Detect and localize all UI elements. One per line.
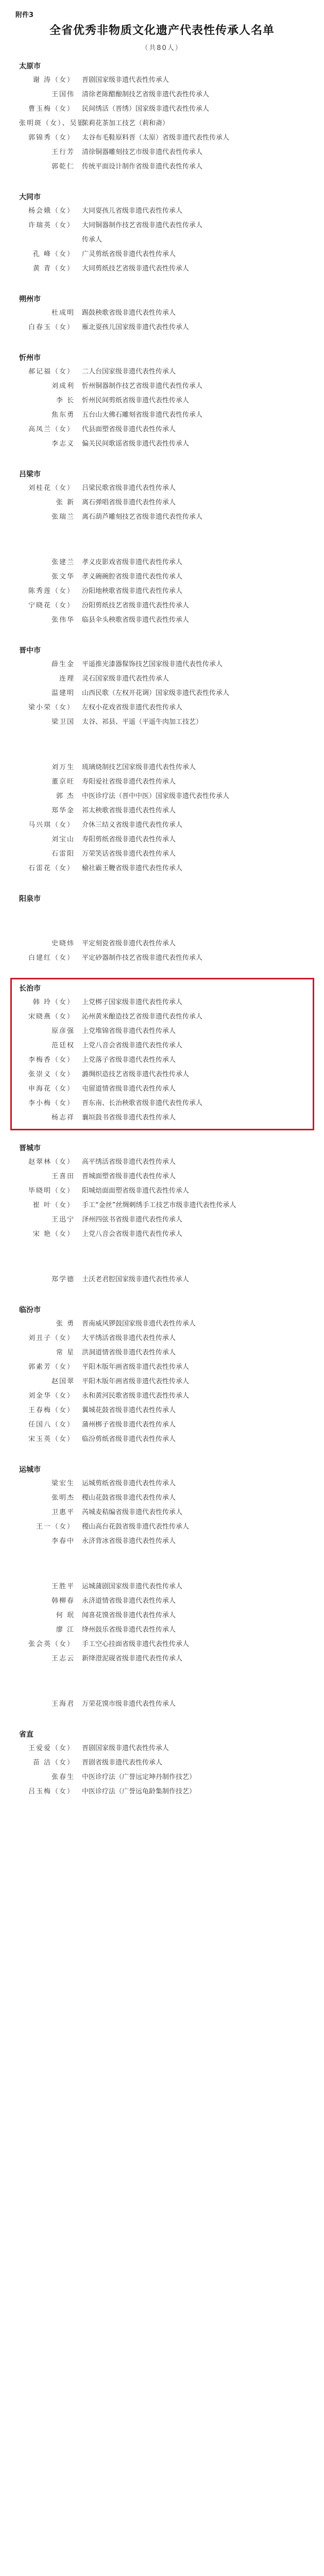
inheritor-name: 申海花（女） (28, 1085, 75, 1093)
inheritor-description: 榆社霸王鞭省级非遗代表性传承人 (82, 865, 183, 872)
inheritor-description: 上党八音会省级非遗代表性传承人 (82, 1042, 183, 1049)
list-item (19, 789, 308, 804)
attachment-label: 附件3 (15, 11, 34, 19)
inheritor-name: 张明斑（女）、吴银 (19, 120, 86, 127)
inheritor-name: 郭锦秀（女） (28, 134, 75, 142)
list-item (19, 1534, 308, 1549)
list-item (19, 218, 308, 233)
list-item (19, 570, 308, 584)
inheritor-description: 传承人 (82, 236, 103, 244)
inheritor-description: 平遥推光漆器髹饰技艺国家级非遗代表性传承人 (82, 660, 223, 668)
inheritor-name: 韩 玲（女） (32, 998, 75, 1006)
list-item (19, 760, 308, 775)
inheritor-description: 二人台国家级非遗代表性传承人 (82, 368, 176, 376)
list-item (19, 555, 308, 570)
list-item (19, 613, 308, 628)
inheritor-name: 王胜平 (51, 1583, 75, 1590)
list-item (19, 247, 308, 262)
inheritor-description: 民间绣活（晋绣）国家级非遗代表性传承人 (82, 105, 210, 113)
inheritor-name: 梁卫国 (51, 718, 75, 726)
inheritor-name: 苗 洁（女） (32, 1759, 75, 1767)
section-heading: 忻州市 (19, 354, 41, 362)
list-item (19, 73, 308, 88)
inheritor-name: 薛生金 (51, 660, 75, 668)
document-count: （共80人） (141, 44, 183, 52)
inheritor-description: 广灵剪纸省级非遗代表性传承人 (82, 250, 176, 258)
inheritor-name: 王志云 (51, 1655, 75, 1663)
inheritor-description: 临县伞头秧歌省级非遗代表性传承人 (82, 616, 190, 624)
inheritor-name: 郭素芳（女） (28, 1363, 75, 1371)
list-item (19, 1491, 308, 1505)
list-item (19, 1331, 308, 1346)
inheritor-name: 范廷权 (51, 1042, 75, 1049)
inheritor-description: 蒲州梆子省级非遗代表性传承人 (82, 1421, 176, 1429)
inheritor-description: 稷山花鼓省级非遗代表性传承人 (82, 1494, 176, 1502)
inheritor-description: 平阳木版年画省级非遗代表性传承人 (82, 1378, 190, 1385)
inheritor-name: 宋玉英（女） (28, 1435, 75, 1443)
list-item (19, 672, 308, 686)
section-heading: 临汾市 (19, 1306, 41, 1314)
section-heading: 晋中市 (19, 647, 41, 655)
inheritor-description: 屯留道情省级非遗代表性传承人 (82, 1085, 176, 1093)
inheritor-name: 焦东勇 (51, 411, 75, 419)
inheritor-name: 白建红（女） (28, 954, 75, 962)
list-item (19, 394, 308, 408)
inheritor-description: 运城剪纸省级非遗代表性传承人 (82, 1480, 176, 1487)
inheritor-description: 新绛澄泥砚省级非遗代表性传承人 (82, 1655, 183, 1663)
list-item (19, 1317, 308, 1331)
list-item (19, 1403, 308, 1418)
list-item (19, 1184, 308, 1198)
inheritor-name: 王国伟 (51, 91, 75, 98)
inheritor-name: 郑华金 (51, 807, 75, 815)
inheritor-name: 李春中 (51, 1537, 75, 1545)
inheritor-name: 郝记福（女） (28, 368, 75, 376)
list-item (19, 233, 308, 247)
inheritor-description: 清徐铜器雕刻技艺市级非遗代表性传承人 (82, 148, 203, 156)
list-item (19, 730, 308, 744)
section-heading: 太原市 (19, 62, 41, 71)
list-item (19, 1756, 308, 1770)
inheritor-name: 许瑞英（女） (28, 222, 75, 229)
inheritor-description: 临汾剪纸省级非遗代表性传承人 (82, 1435, 176, 1443)
list-item (19, 262, 308, 276)
inheritor-description: 琉璃烧制技艺国家级非遗代表性传承人 (82, 764, 196, 771)
inheritor-description: 代县面塑省级非遗代表性传承人 (82, 426, 176, 433)
inheritor-name: 史晓炜 (51, 940, 75, 947)
inheritor-description: 沁州黄米酿造技艺省级非遗代表性传承人 (82, 1013, 203, 1021)
inheritor-name: 杨志祥 (51, 1114, 75, 1122)
list-item (19, 818, 308, 833)
inheritor-description: 泽州四弦书省级非遗代表性传承人 (82, 1216, 183, 1224)
list-item (19, 937, 308, 951)
inheritor-description: 传统平面设计制作省级非遗代表性传承人 (82, 163, 203, 171)
inheritor-name: 崔 叶（女） (32, 1201, 75, 1209)
list-item (19, 320, 308, 335)
inheritor-name: 孔 峰（女） (32, 250, 75, 258)
inheritor-description: 晋剧国家级非遗代表性传承人 (82, 76, 169, 84)
list-item (19, 422, 308, 437)
inheritor-description: 高平绣活省级非遗代表性传承人 (82, 1158, 176, 1166)
inheritor-description: 大同铜器制作技艺省级非遗代表性传承人 (82, 222, 203, 229)
inheritor-description: 孝义皮影戏省级非遗代表性传承人 (82, 558, 183, 566)
list-item (19, 1594, 308, 1608)
inheritor-name: 谢 涛（女） (32, 76, 75, 84)
inheritor-name: 张 勇 (56, 1320, 75, 1328)
inheritor-description: 踢鼓秧歌省级非遗代表性传承人 (82, 309, 176, 317)
inheritor-description: 雁北耍孩儿国家级非遗代表性传承人 (82, 324, 190, 331)
list-item (19, 1227, 308, 1242)
inheritor-name: 白春玉（女） (28, 324, 75, 331)
inheritor-name: 张会英（女） (28, 1640, 75, 1648)
list-item (19, 833, 308, 847)
inheritor-name: 王爱爱（女） (28, 1744, 75, 1752)
inheritor-description: 山西民歌（左权开花调）国家级非遗代表性传承人 (82, 689, 230, 697)
list-item (19, 524, 308, 539)
inheritor-description: 潞绸织造技艺省级非遗代表性传承人 (82, 1071, 190, 1078)
inheritor-description: 介休三结义省级非遗代表性传承人 (82, 821, 183, 829)
list-item (19, 1505, 308, 1520)
inheritor-name: 赵国翠 (51, 1378, 75, 1385)
inheritor-description: 汾阳剪纸技艺省级非遗代表性传承人 (82, 602, 190, 609)
inheritor-description: 祁太秧歌省级非遗代表性传承人 (82, 807, 176, 815)
list-item (19, 204, 308, 218)
section-heading: 阳泉市 (19, 895, 41, 903)
inheritor-name: 刘丑子（女） (28, 1334, 75, 1342)
inheritor-name: 连理 (59, 675, 75, 683)
inheritor-name: 刘万生 (51, 764, 75, 771)
inheritor-name: 董京旺 (51, 778, 75, 786)
inheritor-description: 中医诊疗法（广誉远定坤丹制作技艺） (82, 1773, 196, 1781)
inheritor-description: 左权小花戏省级非遗代表性传承人 (82, 704, 183, 711)
inheritor-description: 阳城焙面面塑省级非遗代表性传承人 (82, 1187, 190, 1195)
list-item (19, 481, 308, 496)
inheritor-name: 张伟华 (51, 616, 75, 624)
inheritor-name: 郑学德 (51, 1276, 75, 1283)
inheritor-name: 刘宝山 (51, 836, 75, 843)
inheritor-name: 廖 江 (56, 1626, 75, 1634)
inheritor-name: 毕晓明（女） (28, 1187, 75, 1195)
inheritor-description: 晋城面塑省级非遗代表性传承人 (82, 1173, 176, 1180)
list-item (19, 861, 308, 876)
list-item (19, 1637, 308, 1652)
inheritor-name: 原彦强 (51, 1027, 75, 1035)
inheritor-description: 上党八音会省级非遗代表性传承人 (82, 1230, 183, 1238)
list-item (19, 686, 308, 701)
list-item (19, 160, 308, 174)
inheritor-name: 曹玉梅（女） (28, 105, 75, 113)
list-item (19, 1375, 308, 1389)
list-item (19, 1520, 308, 1534)
list-item (19, 496, 308, 510)
list-item (19, 1198, 308, 1213)
section-heading: 朔州市 (19, 295, 41, 303)
inheritor-description: 汾阳地秧歌省级非遗代表性传承人 (82, 587, 183, 595)
inheritor-description: 离石葫芦雕刻技艺省级非遗代表性传承人 (82, 513, 203, 521)
list-item (19, 306, 308, 320)
inheritor-description: 晋剧国家级非遗代表性传承人 (82, 1744, 169, 1752)
inheritor-name: 王行芳 (51, 148, 75, 156)
inheritor-name: 何 珉 (56, 1612, 75, 1619)
inheritor-description: 孝义碗碗腔省级非遗代表性传承人 (82, 573, 183, 581)
inheritor-description: 清徐老陈醋酿制技艺省级非遗代表性传承人 (82, 91, 210, 98)
inheritor-description: 手工“金丝”丝绸刺绣手工技艺市级非遗代表性传承人 (82, 1201, 236, 1209)
section-heading: 运城市 (19, 1466, 41, 1474)
inheritor-description: 土沃老君腔国家级非遗代表性传承人 (82, 1276, 190, 1283)
list-item (19, 1697, 308, 1711)
inheritor-description: 离石弹唱省级非遗代表性传承人 (82, 499, 176, 506)
inheritor-name: 石雷阳 (51, 850, 75, 858)
inheritor-description: 大同剪纸技艺省级非遗代表性传承人 (82, 265, 190, 273)
list-item (19, 1346, 308, 1360)
inheritor-description: 闻喜花馍省级非遗代表性传承人 (82, 1612, 176, 1619)
inheritor-name: 赵翠林（女） (28, 1158, 75, 1166)
section-heading: 晋城市 (19, 1144, 41, 1153)
inheritor-description: 永和黄河民歌省级非遗代表性传承人 (82, 1392, 190, 1400)
inheritor-name: 王迅宁 (51, 1216, 75, 1224)
list-item (19, 1623, 308, 1637)
inheritor-name: 王一（女） (36, 1523, 75, 1531)
inheritor-name: 刘成利 (51, 382, 75, 390)
list-item (19, 1652, 308, 1666)
inheritor-description: 偏关民间歌谣省级非遗代表性传承人 (82, 440, 190, 448)
inheritor-description: 上党梆子国家级非遗代表性传承人 (82, 998, 183, 1006)
list-item (19, 1741, 308, 1756)
inheritor-description: 忻州民间剪纸省级非遗代表性传承人 (82, 397, 190, 404)
inheritor-name: 郭 杰 (56, 792, 75, 800)
inheritor-description: 上党堆锦省级非遗代表性传承人 (82, 1027, 176, 1035)
inheritor-description: 襄垣鼓书省级非遗代表性传承人 (82, 1114, 176, 1122)
list-item (19, 1170, 308, 1184)
inheritor-name: 宋晓燕（女） (28, 1013, 75, 1021)
list-item (19, 1242, 308, 1256)
inheritor-name: 张 新 (56, 499, 75, 506)
inheritor-name: 梁宏生 (51, 1480, 75, 1487)
inheritor-description: 上党落子省级非遗代表性传承人 (82, 1056, 176, 1064)
inheritor-description: 吕梁民歌省级非遗代表性传承人 (82, 484, 176, 492)
list-item (19, 775, 308, 789)
list-item (19, 847, 308, 861)
list-item (19, 1608, 308, 1623)
inheritor-description: 运城蒲剧国家级非遗代表性传承人 (82, 1583, 183, 1590)
list-item (19, 1580, 308, 1594)
inheritor-name: 王喜田 (51, 1173, 75, 1180)
list-item (19, 88, 308, 102)
inheritor-name: 刘桂花（女） (28, 484, 75, 492)
inheritor-description: 大同耍孩儿省级非遗代表性传承人 (82, 207, 183, 215)
inheritor-description: 平阳木版年画省级非遗代表性传承人 (82, 1363, 190, 1371)
list-item (19, 715, 308, 730)
section-heading: 吕梁市 (19, 470, 41, 479)
inheritor-name: 杜成明 (51, 309, 75, 317)
inheritor-description: 寿阳剪纸省级非遗代表性传承人 (82, 836, 176, 843)
inheritor-name: 梁小荣（女） (28, 704, 75, 711)
list-item (19, 1213, 308, 1227)
inheritor-name: 张文华 (51, 573, 75, 581)
inheritor-description: 五台山大佛石雕刻省级非遗代表性传承人 (82, 411, 203, 419)
list-item (19, 510, 308, 524)
list-item (19, 131, 308, 145)
list-item (19, 701, 308, 715)
list-item (19, 1155, 308, 1170)
inheritor-name: 王海君 (51, 1700, 75, 1708)
inheritor-description: 中医诊疗法（广誉远龟龄集制作技艺） (82, 1788, 196, 1795)
inheritor-name: 宁晓花（女） (28, 602, 75, 609)
list-item (19, 584, 308, 599)
inheritor-description: 寿阳爱社省级非遗代表性传承人 (82, 778, 176, 786)
list-item (19, 145, 308, 160)
inheritor-name: 张建兰 (51, 558, 75, 566)
inheritor-name: 张瑞兰 (51, 513, 75, 521)
inheritor-description: 中医诊疗法（晋中中医）国家级非遗代表性传承人 (82, 792, 230, 800)
list-item (19, 1785, 308, 1799)
inheritor-description: 大平绣活省级非遗代表性传承人 (82, 1334, 176, 1342)
inheritor-description: 茉莉花茶加工技艺（莉和斋） (82, 120, 169, 127)
inheritor-name: 张崇义（女） (28, 1071, 75, 1078)
inheritor-name: 任国八（女） (28, 1421, 75, 1429)
inheritor-description: 绛州鼓乐省级非遗代表性传承人 (82, 1626, 176, 1634)
inheritor-description: 平定砂器制作技艺省级非遗代表性传承人 (82, 954, 203, 962)
inheritor-name: 常 星 (56, 1349, 75, 1357)
inheritor-description: 灵石国家级非遗代表性传承人 (82, 675, 169, 683)
list-item (19, 599, 308, 613)
inheritor-name: 李 长 (56, 397, 75, 404)
inheritor-name: 吕玉梅（女） (28, 1788, 75, 1795)
list-item (19, 1273, 308, 1287)
list-item (19, 1477, 308, 1491)
inheritor-name: 郭乾仁 (51, 163, 75, 171)
inheritor-description: 平定刻瓷省级非遗代表性传承人 (82, 940, 176, 947)
section-heading: 省直 (19, 1731, 33, 1739)
inheritor-description: 永济道情省级非遗代表性传承人 (82, 1597, 176, 1605)
inheritor-description: 稷山高台花鼓省级非遗代表性传承人 (82, 1523, 190, 1531)
inheritor-description: 太谷布毛鞋原料晋（太原）省级非遗代表性传承人 (82, 134, 230, 142)
inheritor-description: 晋东南、长治秧歌省级非遗代表性传承人 (82, 1099, 203, 1107)
inheritor-description: 晋南威风锣鼓国家级非遗代表性传承人 (82, 1320, 196, 1328)
inheritor-name: 陈秀莲（女） (28, 587, 75, 595)
list-item (19, 1549, 308, 1563)
list-item (19, 365, 308, 379)
list-item (19, 1432, 308, 1447)
document-title: 全省优秀非物质文化遗产代表性传承人名单 (49, 24, 275, 37)
list-item (19, 437, 308, 451)
list-item (19, 379, 308, 394)
inheritor-name: 宋 艳（女） (32, 1230, 75, 1238)
list-item (19, 1418, 308, 1432)
inheritor-name: 杨会娥（女） (28, 207, 75, 215)
inheritor-description: 永济背冰省级非遗代表性传承人 (82, 1537, 176, 1545)
inheritor-description: 洪洞道情省级非遗代表性传承人 (82, 1349, 176, 1357)
list-item (19, 804, 308, 818)
inheritor-name: 李梅香（女） (28, 1056, 75, 1064)
list-item (19, 951, 308, 965)
inheritor-description: 万荣花馍市级非遗代表性传承人 (82, 1700, 176, 1708)
inheritor-name: 韩柳春 (51, 1597, 75, 1605)
inheritor-description: 万荣笑话省级非遗代表性传承人 (82, 850, 176, 858)
inheritor-name: 黄 青（女） (32, 265, 75, 273)
section-heading: 大同市 (19, 193, 41, 201)
list-item (19, 1360, 308, 1375)
inheritor-description: 晋剧省级非遗代表性传承人 (82, 1759, 163, 1767)
list-item (19, 102, 308, 116)
inheritor-name: 高凤兰（女） (28, 426, 75, 433)
inheritor-name: 马兴琪（女） (28, 821, 75, 829)
inheritor-name: 张春生 (51, 1773, 75, 1781)
list-item (19, 116, 308, 131)
inheritor-description: 太谷、祁县、平遥（平遥牛肉加工技艺） (82, 718, 203, 726)
inheritor-name: 卫惠平 (51, 1509, 75, 1516)
inheritor-description: 忻州铜器制作技艺省级非遗代表性传承人 (82, 382, 203, 390)
list-item (19, 906, 308, 920)
inheritor-description: 翼城花鼓省级非遗代表性传承人 (82, 1406, 176, 1414)
list-item (19, 1389, 308, 1403)
inheritor-name: 温建明 (51, 689, 75, 697)
inheritor-description: 芮城麦秸编省级非遗代表性传承人 (82, 1509, 183, 1516)
list-item (19, 657, 308, 672)
inheritor-description: 手工空心挂面省级非遗代表性传承人 (82, 1640, 190, 1648)
inheritor-name: 王春梅（女） (28, 1406, 75, 1414)
list-item (19, 408, 308, 422)
inheritor-name: 张明杰 (51, 1494, 75, 1502)
inheritor-name: 刘金华（女） (28, 1392, 75, 1400)
list-item (19, 1666, 308, 1681)
inheritor-name: 石雷花（女） (28, 865, 75, 872)
list-item (19, 1770, 308, 1785)
inheritor-name: 李志义 (51, 440, 75, 448)
section-heading: 长治市 (19, 985, 41, 993)
inheritor-name: 李小梅（女） (28, 1099, 75, 1107)
highlight-box (10, 978, 314, 1130)
